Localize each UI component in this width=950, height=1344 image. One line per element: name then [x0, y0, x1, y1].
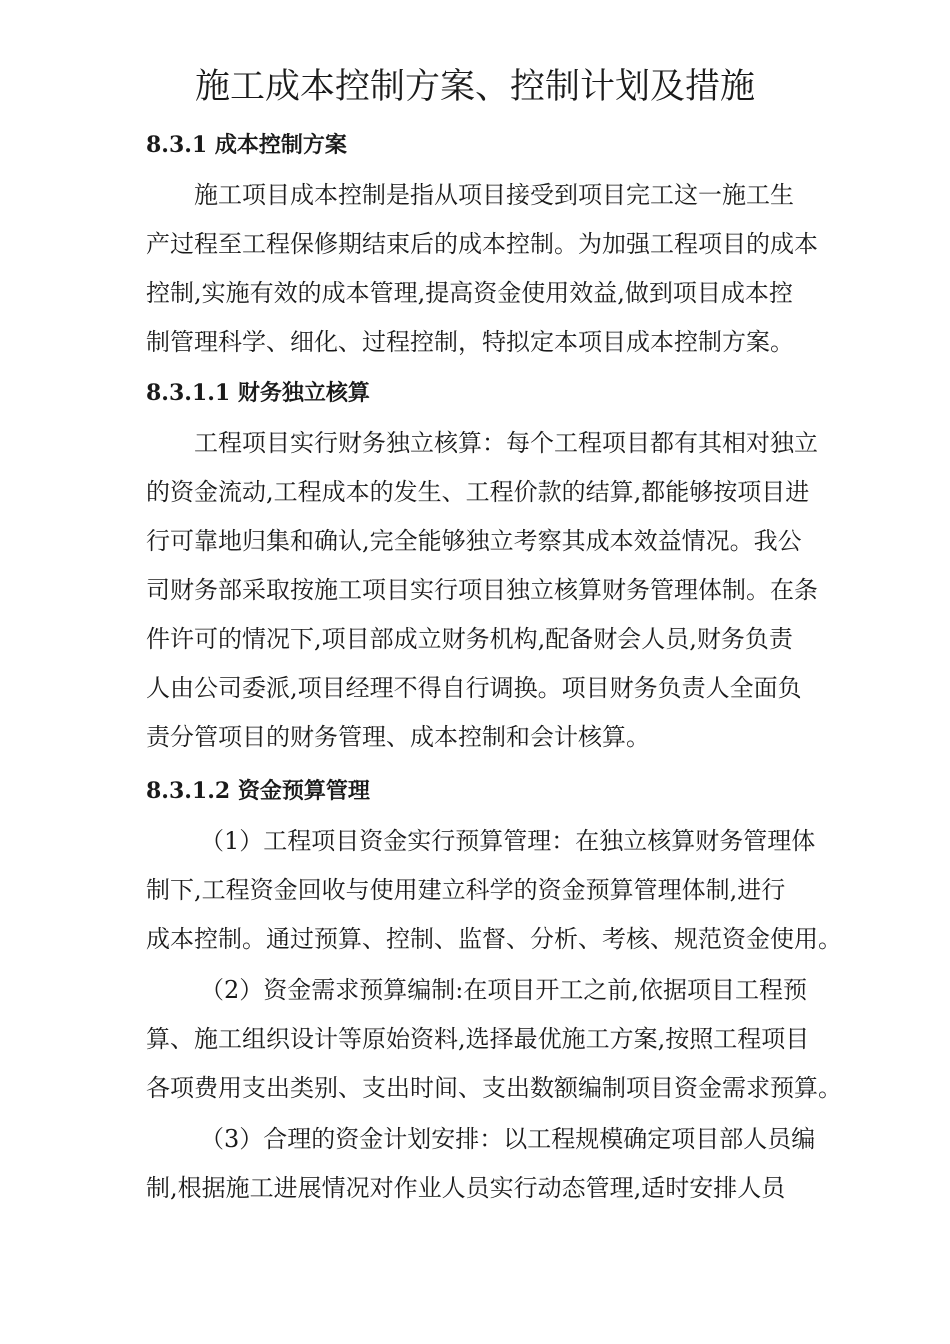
paragraph-independent-accounting: [146, 419, 826, 762]
paragraph-line: 制,根据施工进展情况对作业人员实行动态管理,适时安排人员: [146, 1174, 786, 1202]
paragraph-line: 控制,实施有效的成本管理,提高资金使用效益,做到项目成本控: [146, 279, 793, 307]
paragraph-line: 施工项目成本控制是指从项目接受到项目完工这一施工生: [194, 181, 794, 209]
section-heading-8-3-1: 8.3.1 成本控制方案: [146, 132, 347, 158]
paragraph-cost-control-plan: [146, 171, 826, 367]
paragraph-line: 责分管项目的财务管理、成本控制和会计核算。: [146, 723, 650, 751]
paragraph-line: 制管理科学、细化、过程控制，特拟定本项目成本控制方案。: [146, 328, 794, 356]
section-heading-8-3-1-1: 8.3.1.1 财务独立核算: [146, 380, 370, 406]
paragraph-budget-item-3: [146, 1115, 826, 1213]
paragraph-line: 的资金流动,工程成本的发生、工程价款的结算,都能够按项目进: [146, 478, 810, 506]
paragraph-budget-item-2: [146, 966, 842, 1113]
paragraph-line: 各项费用支出类别、支出时间、支出数额编制项目资金需求预算。: [146, 1074, 842, 1102]
paragraph-line: 人由公司委派,项目经理不得自行调换。项目财务负责人全面负: [146, 674, 802, 702]
paragraph-line: 工程项目实行财务独立核算：每个工程项目都有其相对独立: [194, 429, 818, 457]
paragraph-line: 制下,工程资金回收与使用建立科学的资金预算管理体制,进行: [146, 876, 786, 904]
paragraph-budget-item-1: [146, 817, 842, 964]
paragraph-line: （1）工程项目资金实行预算管理：在独立核算财务管理体: [200, 827, 816, 855]
section-heading-8-3-1-2: 8.3.1.2 资金预算管理: [146, 778, 370, 804]
paragraph-line: 产过程至工程保修期结束后的成本控制。为加强工程项目的成本: [146, 230, 818, 258]
document-title: 施工成本控制方案、控制计划及措施: [194, 67, 755, 107]
paragraph-line: （2）资金需求预算编制:在项目开工之前,依据项目工程预: [200, 976, 807, 1004]
paragraph-line: 算、施工组织设计等原始资料,选择最优施工方案,按照工程项目: [146, 1025, 810, 1053]
paragraph-line: 件许可的情况下,项目部成立财务机构,配备财会人员,财务负责: [146, 625, 793, 653]
paragraph-line: （3）合理的资金计划安排：以工程规模确定项目部人员编: [200, 1125, 816, 1153]
paragraph-line: 成本控制。通过预算、控制、监督、分析、考核、规范资金使用。: [146, 925, 842, 953]
paragraph-line: 行可靠地归集和确认,完全能够独立考察其成本效益情况。我公: [146, 527, 802, 555]
paragraph-line: 司财务部采取按施工项目实行项目独立核算财务管理体制。在条: [146, 576, 818, 604]
